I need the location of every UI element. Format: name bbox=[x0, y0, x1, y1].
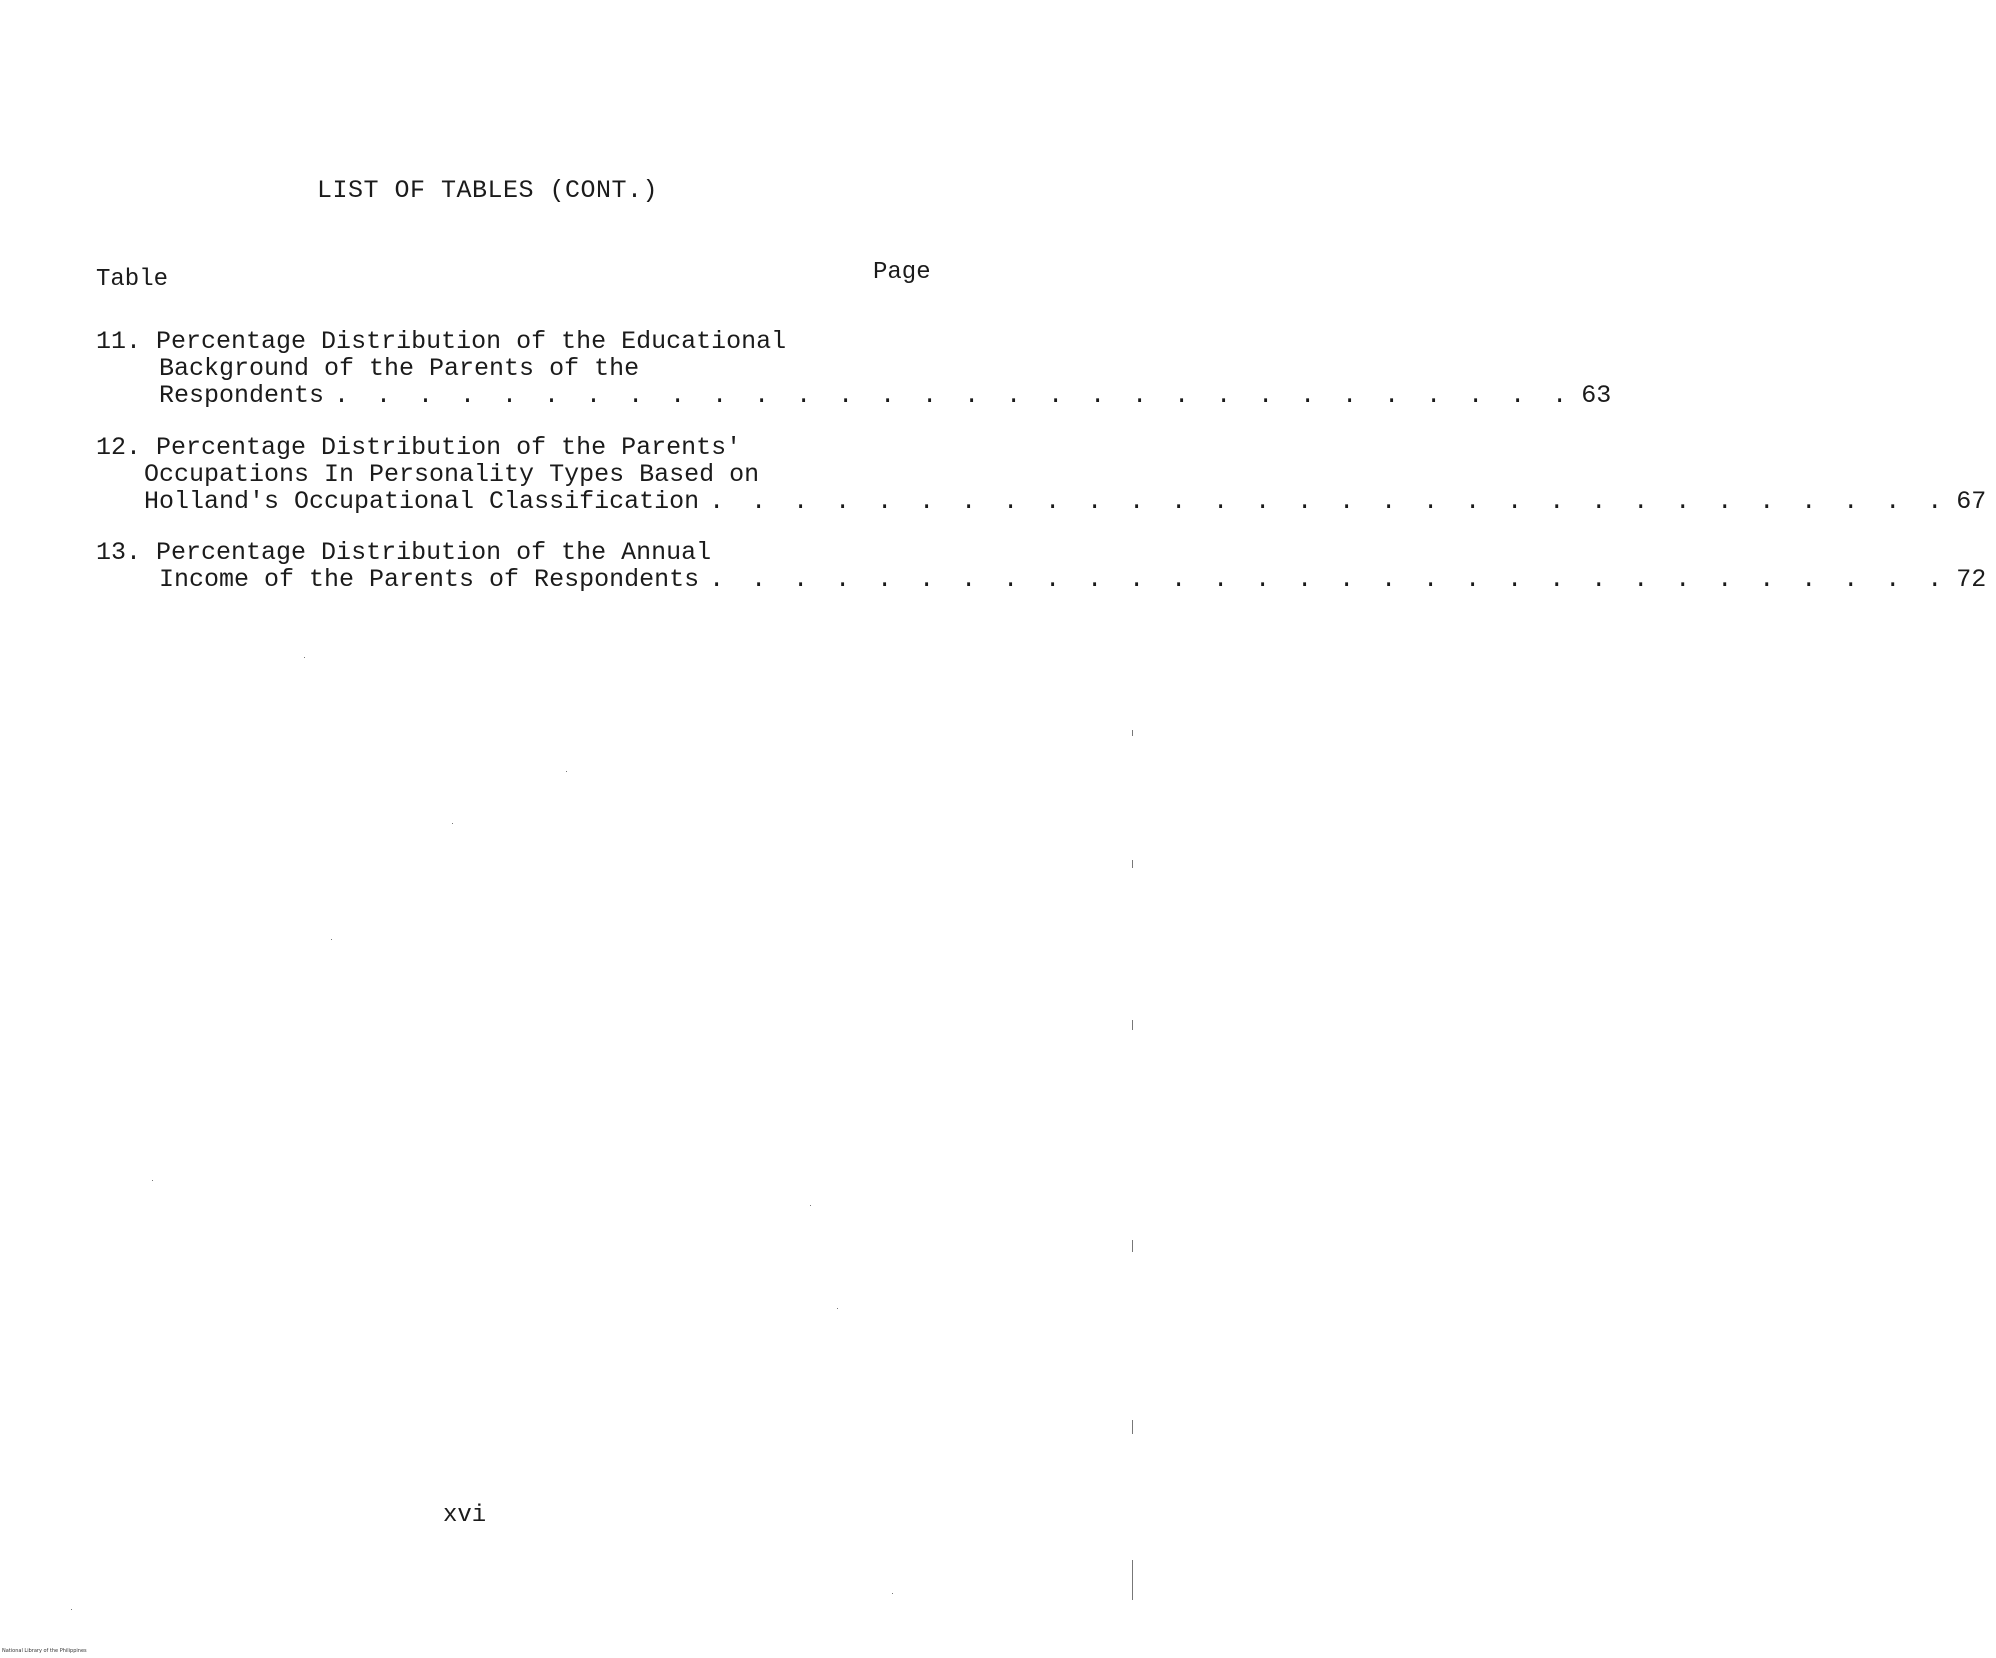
page-title: LIST OF TABLES (CONT.) bbox=[317, 176, 659, 205]
scan-speck bbox=[1132, 1420, 1133, 1434]
entry-title-line: Holland's Occupational Classification bbox=[144, 487, 700, 516]
toc-entry-13[interactable] bbox=[96, 538, 1987, 594]
scan-speck bbox=[1132, 1240, 1133, 1252]
entry-title-line: Background of the Parents of the bbox=[159, 354, 640, 383]
scan-credit: National Library of the Philippines bbox=[2, 1648, 87, 1654]
scan-speck bbox=[152, 1180, 153, 1181]
scan-speck bbox=[1132, 1020, 1133, 1030]
toc-entry-12[interactable] bbox=[96, 433, 1987, 516]
scan-speck bbox=[1132, 860, 1133, 868]
entry-number: 11. bbox=[96, 327, 142, 356]
toc-entry-line bbox=[96, 434, 916, 461]
scan-speck bbox=[71, 1609, 72, 1610]
entry-number: 13. bbox=[96, 538, 142, 567]
scan-speck bbox=[810, 1205, 811, 1206]
entry-page-number: 72 bbox=[1956, 565, 1987, 594]
toc-entry-leader-line bbox=[96, 381, 1612, 410]
entry-title-line: Percentage Distribution of the Annual bbox=[156, 538, 712, 567]
entry-title-line: Percentage Distribution of the Parents' bbox=[156, 433, 742, 462]
column-header-table: Table bbox=[96, 266, 169, 293]
scan-speck bbox=[837, 1308, 838, 1309]
scan-speck bbox=[304, 657, 305, 658]
toc-entry-11[interactable] bbox=[96, 327, 1612, 410]
scan-speck bbox=[1132, 730, 1133, 736]
scan-speck bbox=[452, 823, 453, 824]
entry-title-line: Occupations In Personality Types Based on bbox=[144, 460, 760, 489]
dot-leader: . . . . . . . . . . . . . . . . . . . . . . . . . . . . . . bbox=[334, 381, 1574, 410]
scan-speck bbox=[892, 1593, 893, 1594]
scan-speck bbox=[566, 771, 567, 772]
column-header-page: Page bbox=[873, 259, 931, 286]
dot-leader: . . . . . . . . . . . . . . . . . . . . . . . . . . . . . . bbox=[709, 487, 1949, 516]
toc-entry-leader-line bbox=[96, 487, 1987, 516]
scan-speck bbox=[331, 939, 332, 940]
entry-page-number: 67 bbox=[1956, 487, 1987, 516]
entry-title-line: Respondents bbox=[159, 381, 325, 410]
entry-page-number: 63 bbox=[1581, 381, 1612, 410]
scan-speck bbox=[1132, 1560, 1133, 1600]
page-number: xvi bbox=[443, 1502, 487, 1529]
entry-title-line: Income of the Parents of Respondents bbox=[159, 565, 700, 594]
toc-entry-line bbox=[96, 539, 916, 566]
dot-leader: . . . . . . . . . . . . . . . . . . . . . . . . . . . . . . bbox=[709, 565, 1949, 594]
entry-number: 12. bbox=[96, 433, 142, 462]
toc-entry-line bbox=[96, 328, 916, 355]
entry-title-line: Percentage Distribution of the Educational bbox=[156, 327, 787, 356]
toc-entry-leader-line bbox=[96, 565, 1987, 594]
